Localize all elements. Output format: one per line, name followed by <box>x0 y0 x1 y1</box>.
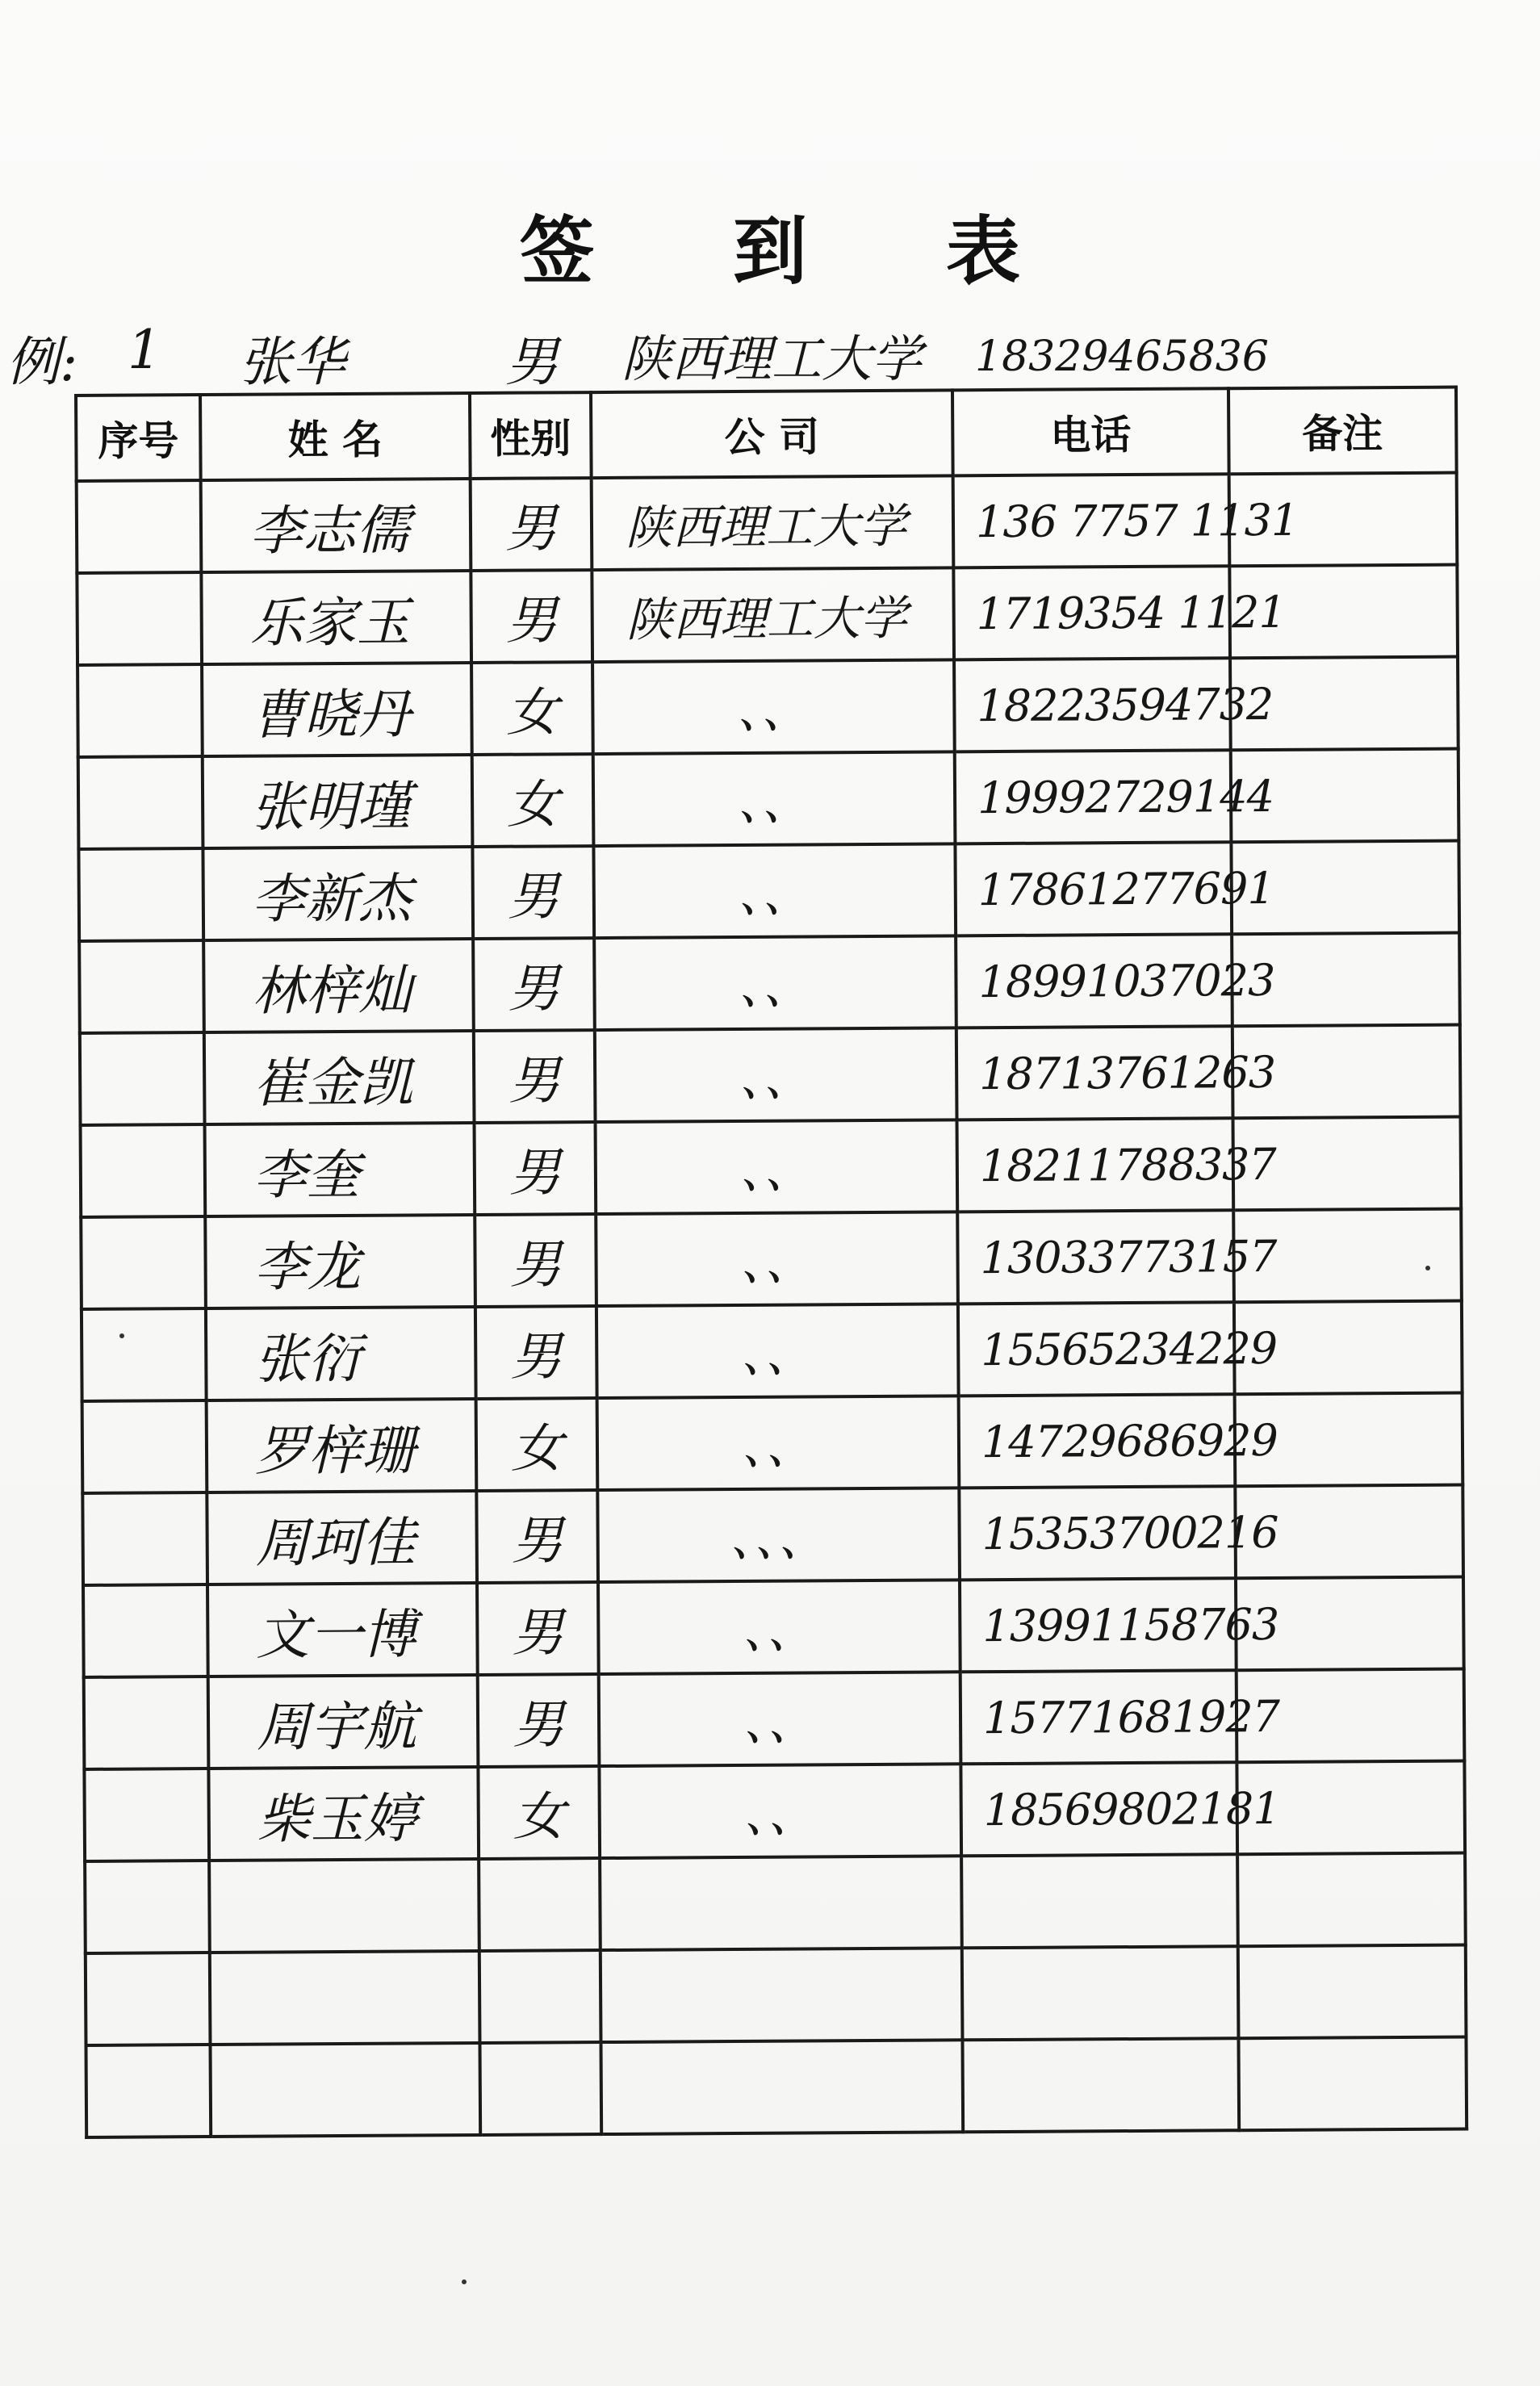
cell-company: 、、 <box>596 1212 958 1306</box>
cell-index <box>86 2045 211 2137</box>
column-header-gender: 性别 <box>470 392 592 479</box>
table-header-row <box>76 387 1457 481</box>
cell-name: 张明瑾 <box>203 755 473 848</box>
sign-in-table <box>74 386 1468 2139</box>
cell-company: 、、 <box>592 659 955 754</box>
cell-index <box>81 1216 206 1309</box>
cell-gender: 男 <box>476 1490 598 1583</box>
page-title: 签 到 表 <box>519 207 1078 295</box>
cell-company: 、、、 <box>597 1488 960 1582</box>
cell-phone: 13033773157 <box>957 1210 1234 1304</box>
column-header-name: 姓 名 <box>200 393 471 480</box>
table-row <box>78 749 1459 849</box>
cell-index <box>80 1032 205 1125</box>
cell-name <box>210 1951 480 2045</box>
table-row <box>84 1669 1465 1769</box>
cell-name: 李龙 <box>205 1215 475 1308</box>
table-row <box>78 841 1459 941</box>
cell-name: 柴玉婷 <box>208 1767 479 1861</box>
cell-phone: 14729686929 <box>959 1394 1236 1488</box>
paper-speck <box>462 2279 467 2284</box>
cell-gender: 男 <box>472 846 594 939</box>
cell-gender: 男 <box>474 1030 596 1123</box>
table-row <box>77 565 1458 665</box>
cell-phone: 18223594732 <box>954 658 1231 751</box>
cell-phone <box>962 2038 1239 2132</box>
cell-name: 罗梓珊 <box>207 1399 477 1492</box>
cell-phone: 18991037023 <box>956 934 1232 1028</box>
cell-company <box>600 1856 962 1950</box>
cell-name: 李志儒 <box>201 479 471 572</box>
cell-gender: 男 <box>477 1582 599 1675</box>
cell-company: 陕西理工大学 <box>592 567 954 662</box>
cell-index <box>81 1124 206 1217</box>
cell-company <box>601 2040 963 2134</box>
cell-index <box>84 1676 209 1769</box>
cell-index <box>78 756 203 849</box>
cell-phone: 17861277691 <box>955 842 1232 936</box>
example-label: 例: <box>6 331 78 393</box>
cell-index <box>82 1308 207 1401</box>
cell-name: 周珂佳 <box>207 1491 477 1584</box>
cell-name: 李新杰 <box>203 847 473 940</box>
cell-note <box>1238 2037 1467 2131</box>
column-header-index: 序号 <box>76 395 201 481</box>
cell-gender: 女 <box>471 662 593 755</box>
paper-speck <box>1425 1266 1430 1270</box>
cell-index <box>82 1492 207 1585</box>
cell-phone: 136 7757 1131 <box>953 474 1230 567</box>
cell-phone: 19992729144 <box>955 750 1232 843</box>
cell-phone: 13991158763 <box>960 1578 1237 1672</box>
cell-index <box>77 572 202 665</box>
table-row <box>83 1577 1464 1677</box>
cell-company: 、、 <box>593 751 956 846</box>
cell-company: 、、 <box>593 843 956 938</box>
cell-index <box>84 1769 209 1861</box>
cell-company: 、、 <box>596 1304 959 1398</box>
cell-gender <box>479 1858 601 1951</box>
cell-index <box>79 940 204 1033</box>
table-row <box>82 1393 1463 1493</box>
cell-phone: 18713761263 <box>956 1026 1233 1120</box>
cell-index <box>77 480 202 573</box>
cell-name: 张衍 <box>206 1307 476 1400</box>
column-header-phone: 电话 <box>952 388 1229 475</box>
cell-company: 、、 <box>594 936 956 1030</box>
table-row <box>86 1945 1467 2045</box>
cell-index <box>77 664 203 757</box>
cell-phone: 15565234229 <box>958 1302 1235 1396</box>
cell-company: 、、 <box>598 1580 960 1674</box>
cell-gender: 男 <box>475 1214 596 1307</box>
table-row <box>84 1761 1465 1861</box>
cell-gender: 男 <box>473 938 595 1031</box>
example-gender: 男 <box>505 331 559 393</box>
cell-gender: 男 <box>475 1122 596 1215</box>
cell-index <box>86 1953 211 2045</box>
cell-name: 周宇航 <box>208 1675 479 1769</box>
example-name: 张华 <box>239 331 345 393</box>
table-row <box>77 473 1458 573</box>
example-index: 1 <box>128 319 161 381</box>
table-row <box>85 1853 1466 1953</box>
table-row <box>79 933 1460 1033</box>
cell-index <box>82 1400 207 1493</box>
cell-index <box>78 848 203 941</box>
column-header-note: 备注 <box>1228 387 1457 475</box>
cell-gender: 女 <box>476 1398 598 1491</box>
cell-company: 陕西理工大学 <box>592 475 954 570</box>
cell-gender <box>479 1950 601 2043</box>
cell-phone: 18569802181 <box>960 1762 1237 1856</box>
cell-gender: 女 <box>478 1766 600 1859</box>
cell-gender: 男 <box>471 478 592 571</box>
cell-note <box>1237 1853 1466 1947</box>
cell-company: 、、 <box>599 1672 961 1766</box>
cell-name <box>210 2043 480 2137</box>
example-phone: 18329465836 <box>975 333 1269 381</box>
table-row <box>86 2037 1467 2137</box>
cell-name <box>209 1859 479 1953</box>
cell-company: 、、 <box>596 1120 958 1214</box>
cell-phone: 15353700216 <box>959 1486 1236 1580</box>
table-row <box>80 1025 1461 1125</box>
cell-index <box>83 1584 208 1677</box>
cell-gender: 女 <box>472 754 594 847</box>
cell-name: 曹晓丹 <box>202 663 472 756</box>
cell-gender <box>479 2042 601 2135</box>
cell-company: 、、 <box>597 1396 960 1490</box>
cell-company <box>601 1948 963 2042</box>
table-row <box>77 657 1458 757</box>
cell-name: 林梓灿 <box>203 939 474 1032</box>
table-row <box>81 1209 1462 1309</box>
cell-phone: 15771681927 <box>960 1670 1237 1764</box>
cell-company: 、、 <box>599 1764 961 1858</box>
cell-name: 李奎 <box>205 1123 475 1216</box>
cell-note <box>1238 1945 1467 2039</box>
table-row <box>81 1117 1462 1217</box>
cell-name: 文一博 <box>207 1583 478 1676</box>
cell-phone: 1719354 1121 <box>953 566 1230 659</box>
cell-phone <box>961 1854 1238 1948</box>
paper-speck <box>119 1333 124 1338</box>
cell-phone: 18211788337 <box>957 1118 1234 1212</box>
column-header-company: 公 司 <box>591 390 953 478</box>
cell-phone <box>962 1946 1239 2040</box>
example-company: 陕西理工大学 <box>621 329 923 388</box>
cell-gender: 男 <box>475 1306 597 1399</box>
table-row <box>82 1301 1463 1401</box>
cell-company: 、、 <box>595 1028 957 1122</box>
cell-name: 乐家玉 <box>201 571 471 664</box>
cell-gender: 男 <box>471 570 592 663</box>
table-row <box>82 1485 1463 1585</box>
cell-name: 崔金凯 <box>204 1031 475 1124</box>
cell-index <box>85 1861 210 1953</box>
cell-gender: 男 <box>478 1674 600 1767</box>
